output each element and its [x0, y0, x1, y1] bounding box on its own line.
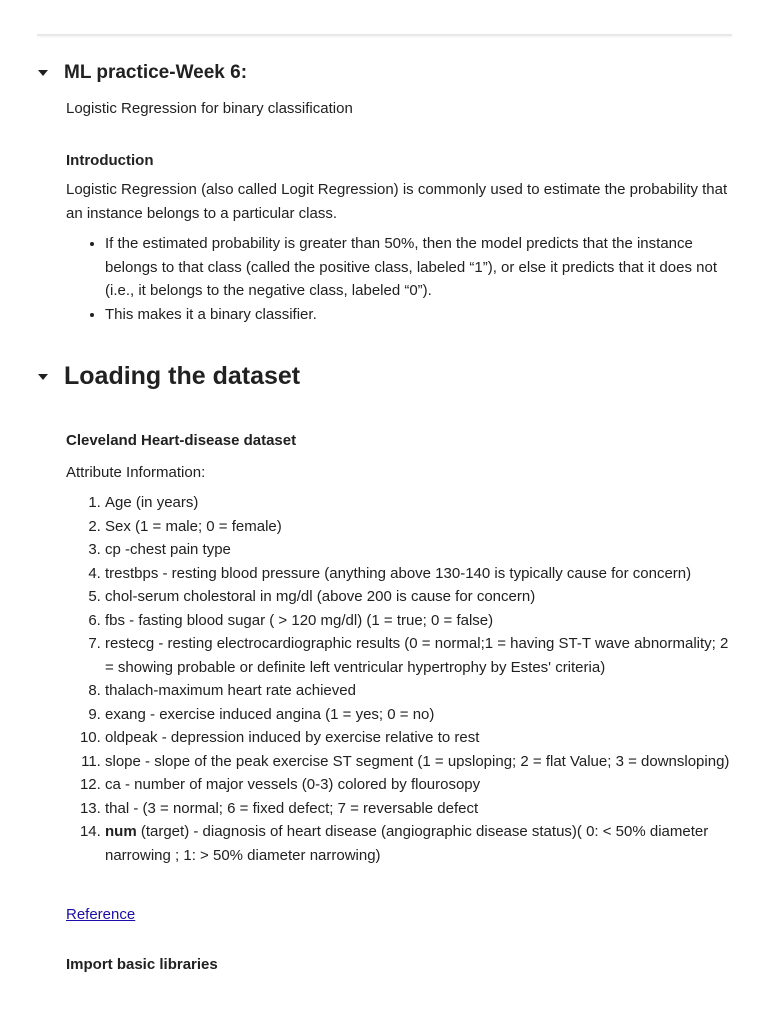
list-item [105, 820, 730, 867]
collapse-caret-icon[interactable] [38, 374, 48, 380]
week-subtitle: Logistic Regression for binary classification [66, 100, 353, 117]
week-section-title: ML practice-Week 6: [64, 62, 248, 83]
list-item: 8. thalach-maximum heart rate achieved [105, 679, 730, 703]
top-divider [37, 34, 732, 36]
collapse-caret-icon[interactable] [38, 70, 48, 76]
reference-link[interactable]: Reference [66, 906, 136, 923]
list-item: 5. chol-serum cholestoral in mg/dl (above 200 is cause for concern) [105, 585, 730, 609]
list-item: 12. ca - number of major vessels (0-3) colored by flourosopy [105, 773, 730, 797]
list-item: 3. cp -chest pain type [105, 538, 730, 562]
week-section-header[interactable] [38, 62, 247, 84]
intro-heading: Introduction [66, 152, 154, 169]
dataset-section-header[interactable] [38, 362, 300, 391]
list-item: 1. Age (in years) [105, 491, 730, 515]
list-item: 2. Sex (1 = male; 0 = female) [105, 515, 730, 539]
list-item: 11. slope - slope of the peak exercise ST segment (1 = upsloping; 2 = flat Value; 3 = downsloping) [105, 750, 730, 774]
intro-paragraph: Logistic Regression (also called Logit Regression) is commonly used to estimate the probability that an instance belongs to a particular class. [66, 181, 728, 222]
attr-label: Attribute Information: [66, 464, 206, 481]
import-heading: Import basic libraries [66, 956, 218, 973]
dataset-heading: Cleveland Heart-disease dataset [66, 432, 297, 449]
list-item: 6. fbs - fasting blood sugar ( > 120 mg/dl) (1 = true; 0 = false) [105, 609, 730, 633]
dataset-section-title: Loading the dataset [64, 362, 301, 390]
list-item: 13. thal - (3 = normal; 6 = fixed defect; 7 = reversable defect [105, 797, 730, 821]
list-item: 7. restecg - resting electrocardiographic results (0 = normal;1 = having ST-T wave abnormality; 2 = showing probable or definite left ventricular hypertrophy by Estes' criteria) [105, 632, 730, 679]
list-item: 4. trestbps - resting blood pressure (anything above 130-140 is typically cause for concern) [105, 562, 730, 586]
list-item: • This makes it a binary classifier. [105, 303, 730, 327]
intro-bullet-list [66, 232, 730, 326]
reference-row [66, 903, 730, 927]
list-item: 9. exang - exercise induced angina (1 = yes; 0 = no) [105, 703, 730, 727]
attribute-list [66, 491, 730, 867]
list-item: • If the estimated probability is greater than 50%, then the model predicts that the instance belongs to that class (called the positive class, labeled “1”), or else it predicts that it does not (i.e., it belongs to the negative class, labeled “0”). [105, 232, 730, 303]
num-attribute-desc: (target) - diagnosis of heart disease (angiographic disease status)( 0: < 50% diameter narrowing ; 1: > 50% diameter narrowing) [105, 823, 709, 864]
list-item: 10. oldpeak - depression induced by exercise relative to rest [105, 726, 730, 750]
num-attribute-name: num [105, 823, 137, 840]
